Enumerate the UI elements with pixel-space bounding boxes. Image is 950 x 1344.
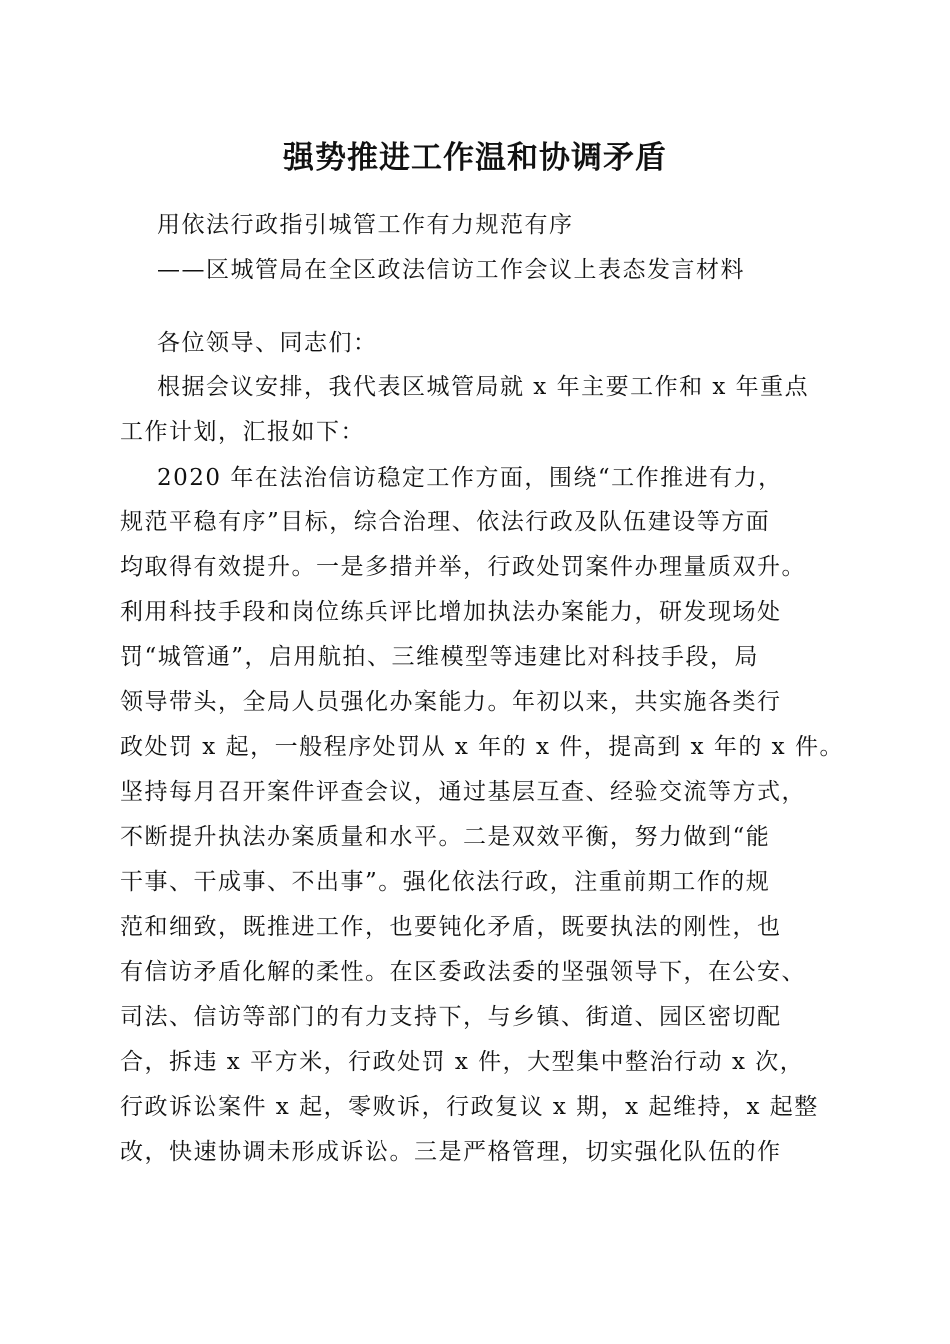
subtitle-line: 用依法行政指引城管工作有力规范有序	[157, 212, 574, 238]
paragraph-line: 工作计划，汇报如下：	[120, 419, 365, 445]
paragraph-line: 罚“城管通”，启用航拍、三维模型等违建比对科技手段，局	[120, 644, 760, 670]
paragraph-line: 干事、干成事、不出事”。强化依法行政，注重前期工作的规	[120, 869, 771, 895]
paragraph-line: 领导带头，全局人员强化办案能力。年初以来，共实施各类行	[120, 689, 782, 715]
paragraph-line: 政处罚 x 起，一般程序处罚从 x 年的 x 件，提高到 x 年的 x 件。	[120, 734, 844, 760]
paragraph-line: 坚持每月召开案件评查会议，通过基层互查、经验交流等方式，	[120, 779, 806, 805]
paragraph-line: 改，快速协调未形成诉讼。三是严格管理，切实强化队伍的作	[120, 1139, 782, 1165]
paragraph-line: 2020 年在法治信访稳定工作方面，围绕“工作推进有力，	[157, 465, 783, 491]
paragraph-line: 合，拆违 x 平方米，行政处罚 x 件，大型集中整治行动 x 次，	[120, 1049, 805, 1075]
paragraph-line: 规范平稳有序”目标，综合治理、依法行政及队伍建设等方面	[120, 509, 771, 535]
paragraph-line: 利用科技手段和岗位练兵评比增加执法办案能力，研发现场处	[120, 599, 782, 625]
paragraph-line: 行政诉讼案件 x 起，零败诉，行政复议 x 期，x 起维持，x 起整	[120, 1094, 819, 1120]
subtitle-line: ——区城管局在全区政法信访工作会议上表态发言材料	[157, 257, 745, 283]
paragraph-line: 根据会议安排，我代表区城管局就 x 年主要工作和 x 年重点	[157, 374, 810, 400]
paragraph-line: 不断提升执法办案质量和水平。二是双效平衡，努力做到“能	[120, 824, 771, 850]
paragraph-line: 均取得有效提升。一是多措并举，行政处罚案件办理量质双升。	[120, 554, 806, 580]
document-title: 强势推进工作温和协调矛盾	[283, 140, 667, 176]
paragraph-line: 范和细致，既推进工作，也要钝化矛盾，既要执法的刚性，也	[120, 914, 782, 940]
paragraph-line: 有信访矛盾化解的柔性。在区委政法委的坚强领导下，在公安、	[120, 959, 806, 985]
salutation-line: 各位领导、同志们：	[157, 330, 378, 356]
paragraph-line: 司法、信访等部门的有力支持下，与乡镇、街道、园区密切配	[120, 1004, 782, 1030]
